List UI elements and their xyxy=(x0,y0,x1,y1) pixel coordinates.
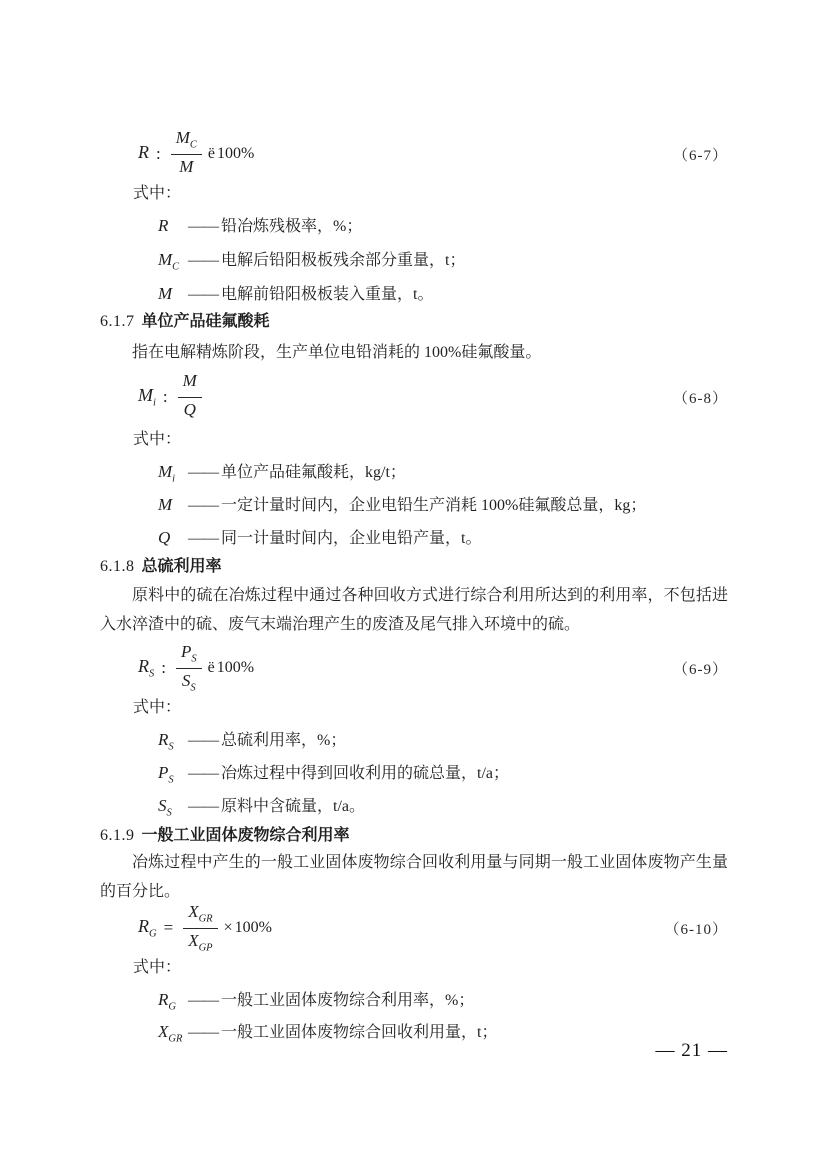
section-number: 6.1.7 xyxy=(100,313,135,330)
equation-number-6-10: （6-10） xyxy=(664,921,728,938)
multiply-sign: × xyxy=(223,919,233,936)
definition-text: 一般工业固体废物综合利用率，%； xyxy=(221,992,475,1009)
definition-symbol: $M_i$ xyxy=(158,462,176,485)
fraction xyxy=(176,642,202,694)
definition-dash: —— xyxy=(188,252,218,269)
fraction-numerator: $P_S$ xyxy=(176,642,202,668)
document-page xyxy=(100,0,728,1169)
percent-value: 100% xyxy=(216,659,255,676)
relation-sign: : xyxy=(161,658,166,677)
section-number: 6.1.8 xyxy=(100,558,135,575)
definition-dash: —— xyxy=(188,765,218,782)
equation-6-10 xyxy=(138,902,272,954)
math-symbol: $R_S$ xyxy=(138,656,155,680)
definition-text: 总硫利用率，%； xyxy=(221,732,347,749)
paragraph: 指在电解精炼阶段，生产单位电铅消耗的 100%硅氟酸量。 xyxy=(132,344,542,361)
definition-dash: —— xyxy=(188,992,218,1009)
definition-symbol: M xyxy=(158,495,173,514)
definition-text: 同一计量时间内，企业电铅产量，t。 xyxy=(221,530,482,547)
section-title: 一般工业固体废物综合利用率 xyxy=(141,827,350,844)
fraction xyxy=(171,128,202,180)
definition-line xyxy=(100,458,406,493)
section-heading-6-1-7 xyxy=(100,310,270,334)
percent-value: 100% xyxy=(217,145,255,162)
where-label: 式中： xyxy=(133,699,182,716)
definition-symbol: $X_{GR}$ xyxy=(158,1022,183,1045)
section-number: 6.1.9 xyxy=(100,827,135,844)
definition-line xyxy=(100,246,465,281)
fraction-denominator: $S_S$ xyxy=(181,670,196,693)
definition-text: 单位产品硅氟酸耗，kg/t； xyxy=(221,464,406,481)
fraction-denominator: M xyxy=(179,156,194,176)
fraction-numerator: $X_{GR}$ xyxy=(183,902,217,928)
section-heading-6-1-9 xyxy=(100,824,350,848)
definition-text: 一定计量时间内，企业电铅生产消耗 100%硅氟酸总量，kg； xyxy=(221,497,647,514)
definition-dash: —— xyxy=(188,464,218,481)
definition-dash: —— xyxy=(188,530,218,547)
percent-value: 100% xyxy=(234,919,272,936)
definition-line xyxy=(100,1018,497,1053)
where-label: 式中： xyxy=(133,431,182,448)
section-title: 总硫利用率 xyxy=(141,558,222,575)
definition-dash: —— xyxy=(188,218,218,235)
fraction xyxy=(178,371,202,423)
equation-6-7 xyxy=(138,128,254,180)
definition-text: 电解前铅阳极板装入重量，t。 xyxy=(221,286,434,303)
equation-number-6-8: （6-8） xyxy=(673,390,728,407)
where-label: 式中： xyxy=(133,959,182,976)
definition-dash: —— xyxy=(188,732,218,749)
math-symbol: R xyxy=(138,142,149,163)
paragraph: 冶炼过程中产生的一般工业固体废物综合回收利用量与同期一般工业固体废物产生量的百分比。 xyxy=(100,854,728,900)
definition-line xyxy=(100,792,365,827)
definition-dash: —— xyxy=(188,798,218,815)
definition-text: 原料中含硫量，t/a。 xyxy=(221,798,365,815)
equation-number-6-7: （6-7） xyxy=(673,147,728,164)
definition-symbol: $R_S$ xyxy=(158,730,174,753)
fraction-denominator: Q xyxy=(183,399,196,419)
math-symbol: $R_G$ xyxy=(138,916,157,940)
definition-symbol: M xyxy=(158,284,173,303)
relation-sign: : xyxy=(162,387,168,406)
definition-line xyxy=(100,726,346,761)
relation-sign: : xyxy=(156,144,161,163)
page-number: — 21 — xyxy=(655,1040,728,1061)
definition-dash: —— xyxy=(188,1024,218,1041)
definition-text: 电解后铅阳极板残余部分重量，t； xyxy=(221,252,466,269)
equation-number-6-9: （6-9） xyxy=(673,661,728,678)
definition-text: 铅冶炼残极率，%； xyxy=(221,218,363,235)
definition-text: 一般工业固体废物综合回收利用量，t； xyxy=(221,1024,498,1041)
fraction-denominator: $X_{GP}$ xyxy=(188,930,213,953)
section-heading-6-1-8 xyxy=(100,555,222,579)
paragraph: 原料中的硫在冶炼过程中通过各种回收方式进行综合利用所达到的利用率，不包括进入水淬渣中的硫、废气末端治理产生的废渣及尾气排入环境中的硫。 xyxy=(100,587,728,633)
definition-dash: —— xyxy=(188,286,218,303)
definition-line xyxy=(100,986,474,1021)
definition-line xyxy=(100,759,509,794)
where-label: 式中： xyxy=(133,185,182,202)
definition-symbol: $P_S$ xyxy=(158,763,174,786)
formula-6-10 xyxy=(100,898,728,958)
formula-6-9 xyxy=(100,636,728,700)
definition-symbol: $S_S$ xyxy=(158,796,172,819)
definition-symbol: $R_G$ xyxy=(158,990,176,1013)
definition-line xyxy=(100,491,646,526)
definition-dash: —— xyxy=(188,497,218,514)
math-symbol: $M_i$ xyxy=(138,385,156,409)
equation-6-8 xyxy=(138,371,210,423)
formula-6-7 xyxy=(100,124,728,184)
fraction-numerator: $M_C$ xyxy=(171,128,202,154)
definition-text: 冶炼过程中得到回收利用的硫总量，t/a； xyxy=(221,765,509,782)
fraction xyxy=(183,902,217,954)
definition-symbol: Q xyxy=(158,528,171,547)
multiply-sign: ë xyxy=(207,659,215,676)
definition-symbol: R xyxy=(158,216,169,235)
definition-symbol: $M_C$ xyxy=(158,250,180,273)
formula-6-8 xyxy=(100,366,728,428)
fraction-numerator: M xyxy=(178,371,202,397)
equation-6-9 xyxy=(138,642,254,694)
relation-sign: = xyxy=(163,918,174,937)
section-title: 单位产品硅氟酸耗 xyxy=(141,313,270,330)
multiply-sign: ë xyxy=(207,145,216,162)
definition-line xyxy=(100,212,362,247)
